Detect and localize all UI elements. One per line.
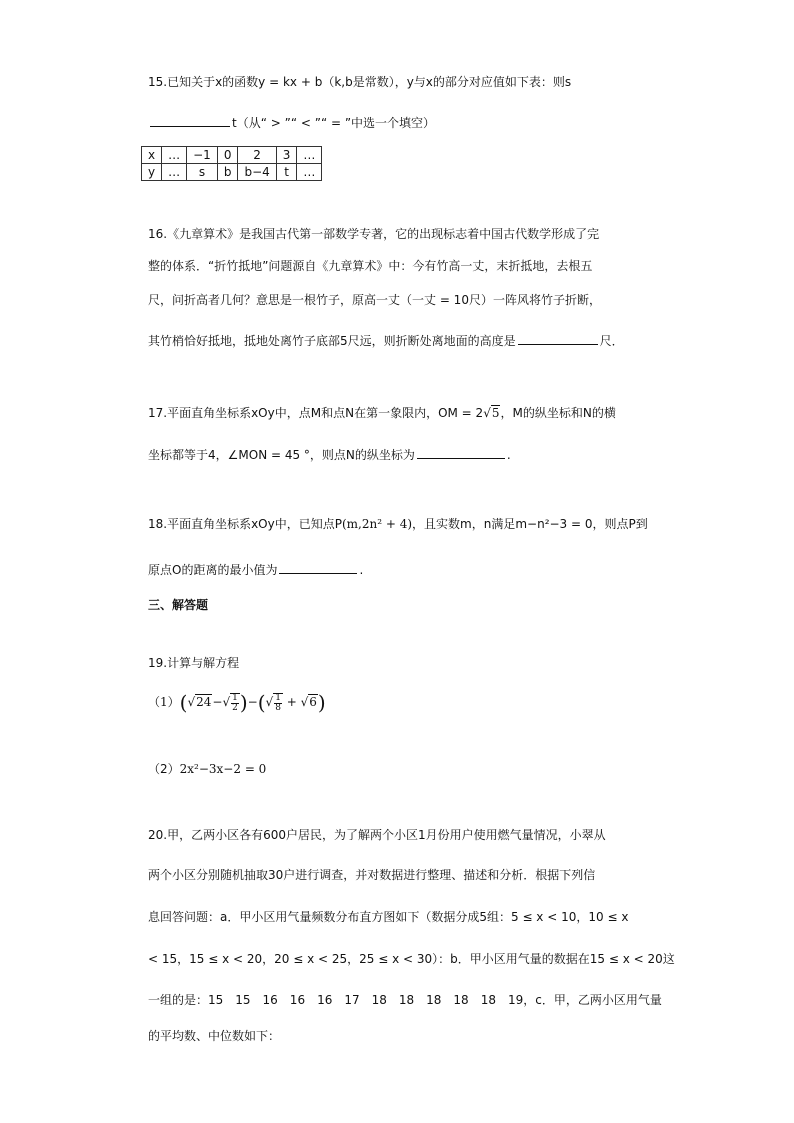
- table-cell: 3: [276, 147, 297, 164]
- table-cell: 2: [238, 147, 276, 164]
- q17-line-2-text: 坐标都等于4，∠MON = 45 °，则点N的纵坐标为: [148, 448, 415, 462]
- paren-close: ): [317, 690, 326, 715]
- q19-part-2: [148, 760, 266, 778]
- value-table: [141, 146, 322, 181]
- sqrt-symbol: √: [483, 406, 491, 420]
- fraction: [230, 693, 240, 713]
- point-coordinates: (m,2n² + 4): [341, 517, 413, 531]
- radicand: 6: [309, 695, 317, 709]
- table-cell: y: [142, 164, 162, 181]
- q15-line-2-text: t（从“ > ”“ < ”“ = ”中选一个填空）: [232, 116, 436, 130]
- table-cell: …: [297, 164, 322, 181]
- table-cell: …: [162, 164, 187, 181]
- q15-line-2: [148, 114, 435, 132]
- q18-line-1-text: 18.平面直角坐标系xOy中，已知点P: [148, 517, 342, 531]
- q20-line-4: < 15，15 ≤ x < 20，20 ≤ x < 25，25 ≤ x < 30）：b．甲小区用气量的数据在15 ≤ x < 20这: [148, 952, 675, 966]
- table-cell: b−4: [238, 164, 276, 181]
- answer-blank[interactable]: [417, 446, 505, 459]
- q18-line-2: [148, 561, 363, 579]
- q16-line-4-end: 尺．: [599, 334, 624, 348]
- q18-line-1: [148, 515, 648, 533]
- q15-line-1: 15.已知关于x的函数y = kx + b（k,b是常数），y与x的部分对应值如下表：则s: [148, 75, 572, 89]
- fraction: [273, 693, 283, 713]
- minus-sign: −: [212, 695, 223, 709]
- q18-line-2-end: .: [359, 563, 364, 577]
- q16-line-4-text: 其竹梢恰好抵地，抵地处离竹子底部5尺远，则折断处离地面的高度是: [148, 334, 516, 348]
- sqrt-symbol: √: [187, 695, 196, 709]
- table-cell: s: [187, 164, 218, 181]
- q16-line-2: 整的体系．“折竹抵地”问题源自《九章算术》中：今有竹高一丈，末折抵地，去根五: [148, 259, 593, 273]
- q18-line-2-text: 原点O的距离的最小值为: [148, 563, 278, 577]
- table-cell: −1: [187, 147, 218, 164]
- paren-close: ): [239, 690, 248, 715]
- q20-line-3: 息回答问题：a．甲小区用气量频数分布直方图如下（数据分成5组：5 ≤ x < 10，10 ≤ x: [148, 910, 629, 924]
- table-row-x: [142, 147, 322, 164]
- q17-line-1: [148, 404, 616, 422]
- numerator: 1: [275, 692, 281, 703]
- q20-line-6: 的平均数、中位数如下：: [148, 1029, 281, 1043]
- q17-line-1-rest: ，M的纵坐标和N的横: [500, 406, 616, 420]
- radicand: 5: [491, 406, 500, 420]
- q16-line-3: 尺，问折高者几何？意思是一根竹子，原高一丈（一丈 = 10尺）一阵风将竹子折断，: [148, 293, 601, 307]
- q19-title: 19.计算与解方程: [148, 656, 240, 670]
- q20-line-5: 一组的是：15 15 16 16 16 17 18 18 18 18 18 19，c．甲，乙两小区用气量: [148, 993, 662, 1007]
- q20-line-1: 20.甲，乙两小区各有600户居民，为了解两个小区1月份用户使用燃气量情况，小翠从: [148, 828, 606, 842]
- section-heading: 三、解答题: [148, 598, 209, 612]
- sqrt-symbol: √: [222, 695, 231, 709]
- table-row-y: [142, 164, 322, 181]
- table-cell: x: [142, 147, 162, 164]
- minus-sign: −: [247, 695, 258, 709]
- part-label: （1）: [148, 695, 180, 709]
- answer-blank[interactable]: [150, 114, 230, 127]
- plus-sign: +: [282, 695, 301, 709]
- radicand: 24: [196, 695, 212, 709]
- numerator: 1: [232, 692, 238, 703]
- table-cell: …: [297, 147, 322, 164]
- paren-open: (: [179, 690, 188, 715]
- q20-line-2: 两个小区分别随机抽取30户进行调查，并对数据进行整理、描述和分析．根据下列信: [148, 868, 596, 882]
- part-label: （2）: [148, 762, 180, 776]
- sqrt-symbol: √: [300, 695, 309, 709]
- q17-line-2-end: .: [506, 448, 511, 462]
- denominator: 2: [232, 702, 238, 713]
- q16-line-1: 16.《九章算术》是我国古代第一部数学专著，它的出现标志着中国古代数学形成了完: [148, 227, 600, 241]
- q19-part-1: [148, 688, 326, 717]
- q17-line-1-text: 17.平面直角坐标系xOy中，点M和点N在第一象限内，OM = 2: [148, 406, 484, 420]
- table-cell: t: [276, 164, 297, 181]
- answer-blank[interactable]: [279, 561, 357, 574]
- table-cell: b: [217, 164, 238, 181]
- q18-line-1-rest: ，且实数m，n满足m−n²−3 = 0，则点P到: [412, 517, 648, 531]
- table-cell: …: [162, 147, 187, 164]
- q17-line-2: [148, 446, 511, 464]
- answer-blank[interactable]: [518, 332, 598, 345]
- denominator: 8: [275, 702, 281, 713]
- q16-line-4: [148, 332, 624, 350]
- sqrt-symbol: √: [265, 695, 274, 709]
- table-cell: 0: [217, 147, 238, 164]
- equation: 2x²−3x−2 = 0: [179, 762, 267, 776]
- paren-open: (: [257, 690, 266, 715]
